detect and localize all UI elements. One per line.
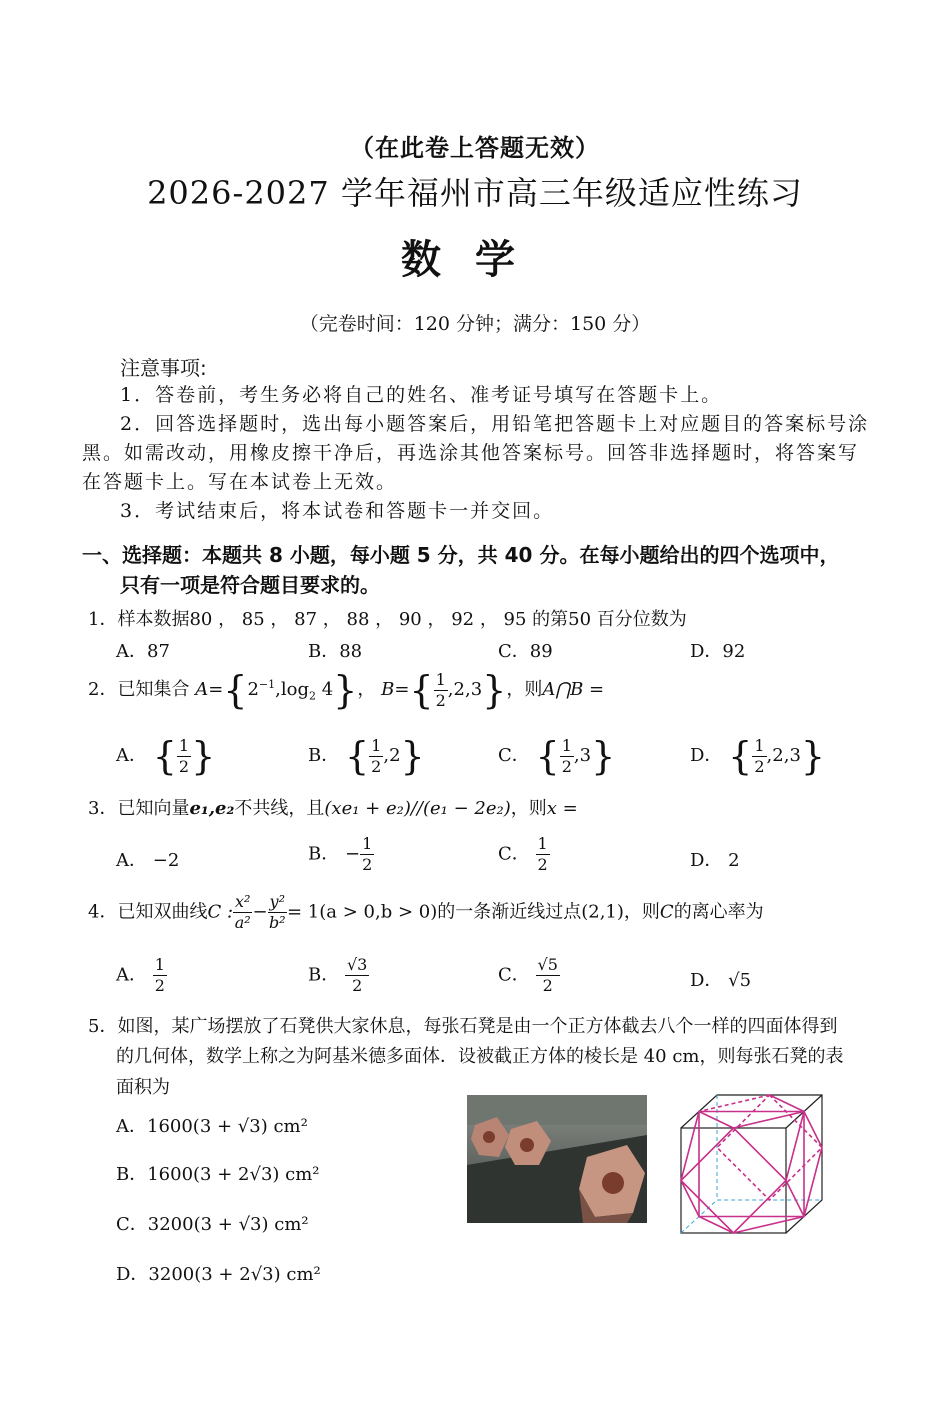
invalid-notice: （在此卷上答题无效） bbox=[350, 134, 600, 162]
note-3: 3．考试结束后，将本试卷和答题卡一并交回。 bbox=[120, 500, 555, 522]
q2-prefix: 已知集合 bbox=[117, 679, 190, 700]
q1-option-b: B．88 bbox=[308, 641, 363, 662]
section-heading-line1: 一、选择题：本题共 8 小题，每小题 5 分，共 40 分。在每小题给出的四个选项中， bbox=[82, 543, 840, 567]
q4-option-d: D． √5 bbox=[690, 970, 752, 991]
q4-mid: 的一条渐近线过点 bbox=[437, 901, 582, 923]
q2-set-b: B bbox=[381, 679, 395, 700]
q4-suffix: ，则 bbox=[623, 901, 660, 923]
q3-ask: x = bbox=[546, 798, 578, 819]
q3-number: 3． bbox=[88, 798, 118, 819]
q5-stem-line2: 的几何体，数学上称之为阿基米德多面体．设被截正方体的棱长是 40 cm，则每张石凳的表 bbox=[116, 1046, 844, 1067]
q2-a-elem2: ,log bbox=[275, 679, 309, 700]
q5-option-b: B．1600(3 + 2√3) cm² bbox=[116, 1164, 320, 1185]
q1-option-a: A．87 bbox=[116, 641, 170, 662]
q5-stem-line3: 面积为 bbox=[116, 1077, 170, 1098]
q4-c-var: C bbox=[659, 901, 674, 923]
q4-y-fraction: $\frac{\text{y²}}{\text{b²}}$ bbox=[268, 892, 286, 932]
q2-set-a: A bbox=[195, 679, 209, 700]
subject-title: 数学 bbox=[401, 237, 549, 283]
q3-relation: (xe₁ + e₂)//(e₁ − 2e₂) bbox=[324, 798, 511, 819]
notes-heading: 注意事项: bbox=[120, 356, 207, 380]
section-heading-line2: 只有一项是符合题目要求的。 bbox=[120, 573, 380, 597]
q3-prefix: 已知向量 bbox=[117, 798, 190, 819]
q3-mid: 不共线，且 bbox=[234, 798, 325, 819]
q2-a-elem2-tail: 4 bbox=[315, 679, 334, 700]
q2-stem bbox=[88, 668, 604, 712]
q2-number: 2． bbox=[88, 679, 118, 700]
q5-stem-line1: 5．如图，某广场摆放了石凳供大家休息，每张石凳是由一个正方体截去八个一样的四面体得到 bbox=[88, 1016, 838, 1037]
q4-curve-label: C : bbox=[207, 901, 234, 923]
q3-option-d: D． 2 bbox=[690, 850, 740, 871]
q1-stem: 1．样本数据80 ， 85 ， 87 ， 88 ， 90 ， 92 ， 95 的第50 百分位数为 bbox=[88, 609, 687, 630]
cuboctahedron-diagram bbox=[676, 1090, 826, 1235]
stone-bench-photo bbox=[467, 1095, 647, 1223]
q4-x-fraction: $\frac{\text{x²}}{\text{a²}}$ bbox=[234, 892, 251, 932]
note-1: 1．答卷前，考生务必将自己的姓名、准考证号填写在答题卡上。 bbox=[120, 384, 723, 406]
q4-option-c: C． $\frac{√5}{2}$ bbox=[498, 955, 558, 995]
q4-number: 4． bbox=[88, 901, 118, 923]
q2-a-elem1: 2 bbox=[247, 679, 259, 700]
q2-a-elem1-sup: −1 bbox=[258, 678, 276, 691]
q2-b-brace-close: } bbox=[482, 668, 507, 712]
q2-eq: = bbox=[208, 679, 224, 700]
q2-option-d: D． { $\frac{1}{2}$ ,2,3} bbox=[690, 734, 826, 778]
q2-eq-b: = bbox=[394, 679, 410, 700]
q2-option-b: B． { $\frac{1}{2}$ ,2} bbox=[308, 734, 425, 778]
q3-stem bbox=[88, 794, 578, 820]
q3-vectors: e₁,e₂ bbox=[189, 798, 235, 819]
q4-option-a: A． $\frac{1}{2}$ bbox=[116, 955, 165, 995]
q2-ask: A⋂B = bbox=[542, 679, 605, 700]
exam-title: 2026-2027 学年福州市高三年级适应性练习 bbox=[147, 174, 803, 212]
q2-b-fraction: $\frac{1}{2}$ bbox=[435, 669, 446, 710]
q2-b-tail: ,2,3 bbox=[447, 679, 483, 700]
q2-b-brace-open: { bbox=[409, 668, 434, 712]
q3-option-b: B． − $\frac{1}{2}$ bbox=[308, 834, 373, 874]
section-heading bbox=[82, 540, 882, 600]
q5-option-a: A．1600(3 + √3) cm² bbox=[116, 1116, 308, 1137]
q4-option-b: B． $\frac{√3}{2}$ bbox=[308, 955, 368, 995]
q3-suffix: ，则 bbox=[510, 798, 547, 819]
q2-brace-open: { bbox=[223, 668, 248, 712]
q2-sep: ， bbox=[357, 679, 376, 700]
q4-prefix: 已知双曲线 bbox=[117, 901, 208, 923]
q2-option-c: C． { $\frac{1}{2}$ ,3} bbox=[498, 734, 616, 778]
q4-end: 的离心率为 bbox=[673, 901, 764, 923]
q1-option-d: D．92 bbox=[690, 641, 746, 662]
q4-point: (2,1) bbox=[581, 901, 624, 923]
q1-option-c: C．89 bbox=[498, 641, 553, 662]
q4-stem bbox=[88, 892, 764, 933]
q5-option-d: D．3200(3 + 2√3) cm² bbox=[116, 1264, 321, 1285]
q2-option-a: A． { $\frac{1}{2}$ } bbox=[116, 734, 216, 778]
q2-a-elem2-sub: 2 bbox=[308, 689, 316, 703]
time-info: （完卷时间：120 分钟；满分：150 分） bbox=[299, 313, 651, 335]
q2-suffix: ，则 bbox=[506, 679, 543, 700]
q3-option-a: A． −2 bbox=[116, 850, 180, 871]
q3-option-c: C． $\frac{1}{2}$ bbox=[498, 834, 548, 874]
note-2: 2．回答选择题时，选出每小题答案后，用铅笔把答题卡上对应题目的答案标号涂黑。如需改动，用橡皮擦干净后，再选涂其他答案标号。回答非选择题时，将答案写在答题卡上。写在本试卷上无效。 bbox=[82, 413, 870, 493]
q4-eq-tail: = 1(a > 0,b > 0) bbox=[287, 901, 438, 923]
q2-brace-close: } bbox=[333, 668, 358, 712]
q4-minus: − bbox=[252, 901, 268, 923]
q5-option-c: C．3200(3 + √3) cm² bbox=[116, 1214, 309, 1235]
